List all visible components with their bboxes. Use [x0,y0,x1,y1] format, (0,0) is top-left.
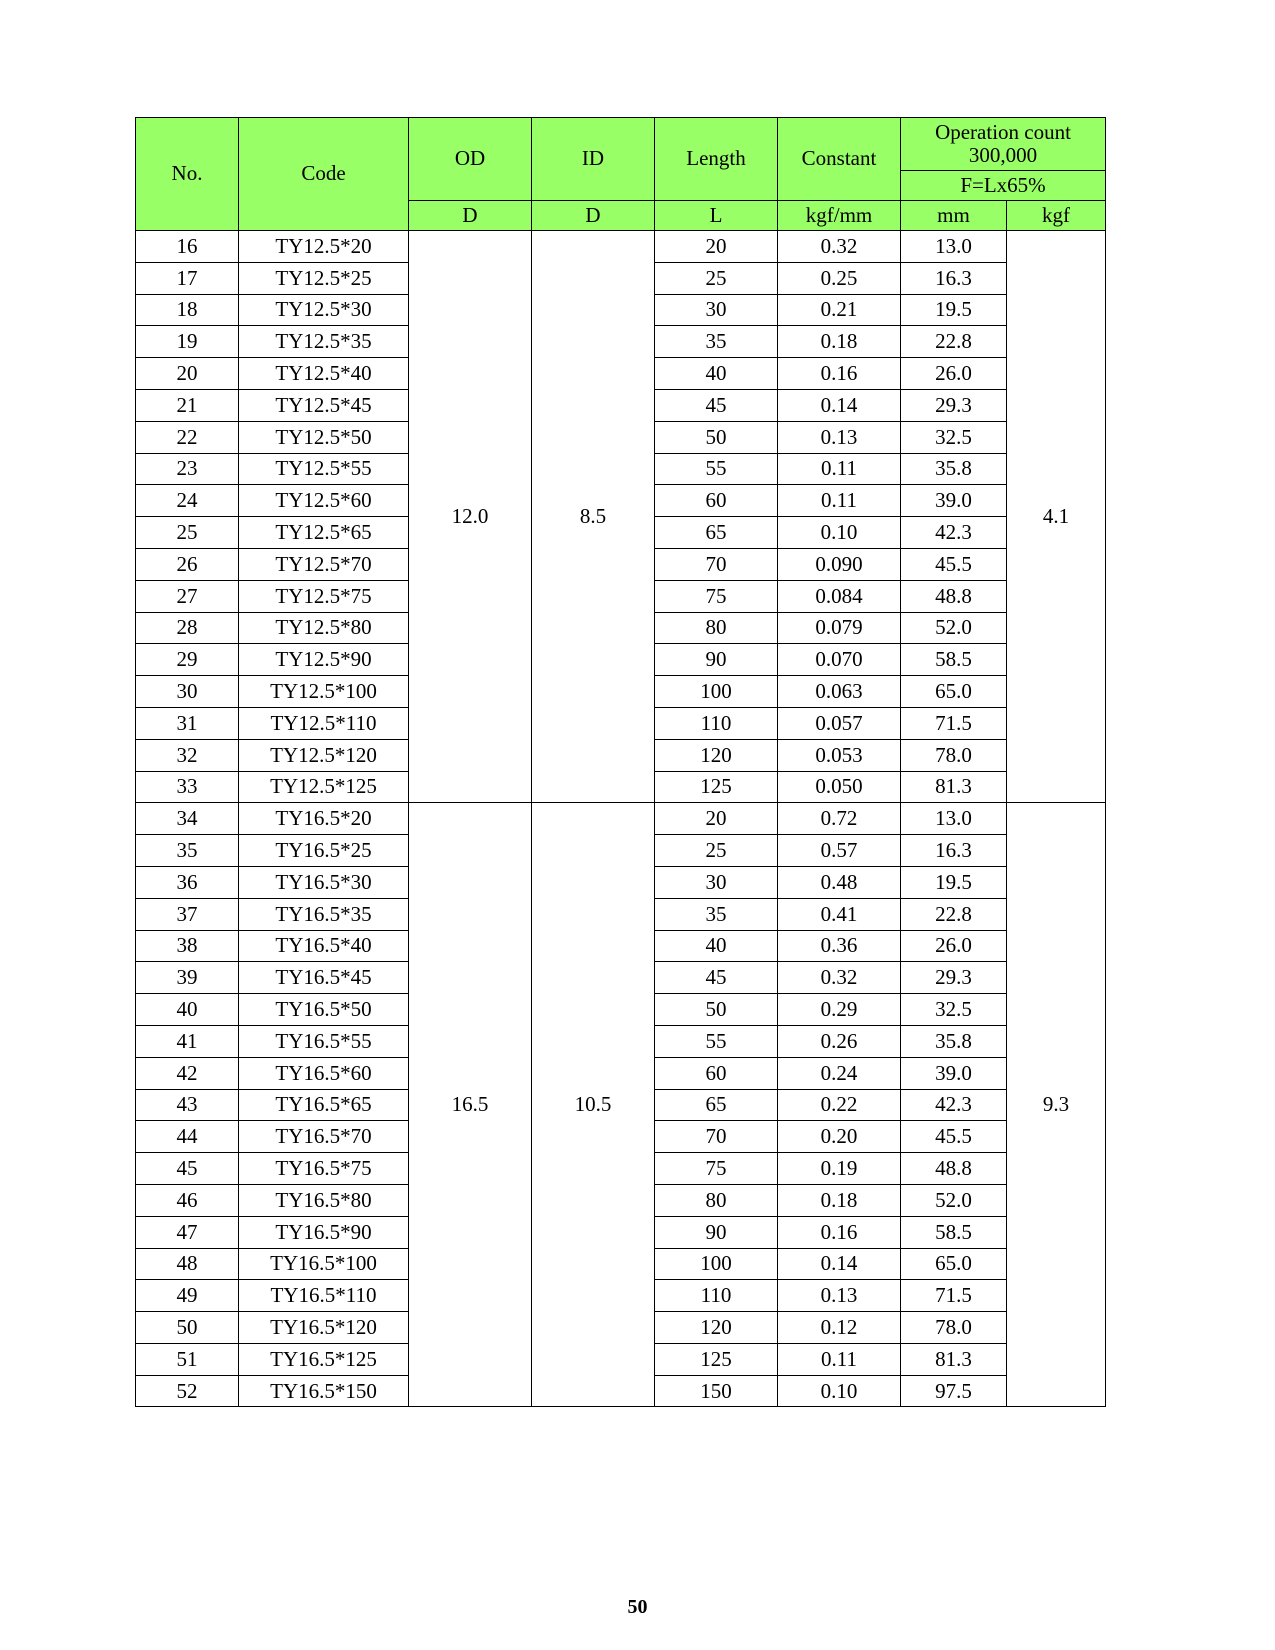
cell-code: TY16.5*40 [239,930,409,962]
cell-no: 43 [136,1089,239,1121]
cell-no: 25 [136,517,239,549]
header-constant: Constant [778,118,901,201]
cell-no: 28 [136,612,239,644]
cell-constant: 0.32 [778,231,901,263]
cell-constant: 0.16 [778,1216,901,1248]
cell-constant: 0.25 [778,262,901,294]
cell-mm: 39.0 [901,485,1007,517]
cell-length: 80 [655,612,778,644]
cell-code: TY16.5*100 [239,1248,409,1280]
cell-mm: 97.5 [901,1375,1007,1407]
cell-no: 37 [136,898,239,930]
unit-od: D [409,201,532,231]
cell-code: TY12.5*40 [239,358,409,390]
cell-constant: 0.36 [778,930,901,962]
cell-length: 65 [655,517,778,549]
cell-constant: 0.24 [778,1057,901,1089]
cell-code: TY12.5*25 [239,262,409,294]
cell-no: 22 [136,421,239,453]
cell-length: 125 [655,1343,778,1375]
cell-code: TY12.5*20 [239,231,409,263]
cell-mm: 65.0 [901,1248,1007,1280]
cell-no: 52 [136,1375,239,1407]
cell-code: TY12.5*125 [239,771,409,803]
table-row [136,231,1106,263]
cell-code: TY16.5*30 [239,866,409,898]
cell-constant: 0.057 [778,707,901,739]
cell-code: TY16.5*125 [239,1343,409,1375]
cell-no: 31 [136,707,239,739]
cell-code: TY16.5*70 [239,1121,409,1153]
header-od: OD [409,118,532,201]
cell-no: 40 [136,994,239,1026]
cell-constant: 0.41 [778,898,901,930]
cell-no: 39 [136,962,239,994]
cell-length: 120 [655,739,778,771]
cell-mm: 19.5 [901,294,1007,326]
cell-length: 45 [655,389,778,421]
cell-constant: 0.070 [778,644,901,676]
cell-code: TY16.5*90 [239,1216,409,1248]
cell-mm: 45.5 [901,548,1007,580]
unit-length: L [655,201,778,231]
cell-code: TY12.5*110 [239,707,409,739]
cell-constant: 0.72 [778,803,901,835]
cell-mm: 35.8 [901,453,1007,485]
cell-no: 36 [136,866,239,898]
header-length: Length [655,118,778,201]
cell-mm: 42.3 [901,517,1007,549]
cell-length: 60 [655,1057,778,1089]
cell-constant: 0.090 [778,548,901,580]
cell-no: 21 [136,389,239,421]
cell-code: TY16.5*75 [239,1153,409,1185]
cell-code: TY16.5*65 [239,1089,409,1121]
cell-mm: 58.5 [901,1216,1007,1248]
operation-count-value: 300,000 [968,143,1038,167]
cell-code: TY16.5*150 [239,1375,409,1407]
cell-length: 40 [655,358,778,390]
cell-code: TY12.5*120 [239,739,409,771]
cell-no: 23 [136,453,239,485]
header-id: ID [532,118,655,201]
cell-constant: 0.16 [778,358,901,390]
cell-constant: 0.32 [778,962,901,994]
cell-length: 90 [655,1216,778,1248]
cell-no: 18 [136,294,239,326]
cell-no: 32 [136,739,239,771]
table-header [136,118,1106,231]
page-number: 50 [627,1596,648,1618]
cell-no: 19 [136,326,239,358]
cell-code: TY12.5*100 [239,676,409,708]
cell-kgf: 4.1 [1007,231,1106,803]
table-body [136,231,1106,1407]
header-formula: F=Lx65% [901,171,1106,201]
table-row [136,803,1106,835]
cell-code: TY16.5*60 [239,1057,409,1089]
cell-code: TY16.5*120 [239,1312,409,1344]
cell-code: TY16.5*45 [239,962,409,994]
cell-code: TY16.5*50 [239,994,409,1026]
cell-no: 26 [136,548,239,580]
cell-constant: 0.13 [778,421,901,453]
cell-no: 27 [136,580,239,612]
cell-constant: 0.14 [778,389,901,421]
cell-constant: 0.57 [778,835,901,867]
cell-length: 120 [655,1312,778,1344]
unit-id: D [532,201,655,231]
cell-mm: 48.8 [901,1153,1007,1185]
cell-mm: 71.5 [901,707,1007,739]
cell-id: 10.5 [532,803,655,1407]
cell-code: TY16.5*20 [239,803,409,835]
cell-no: 24 [136,485,239,517]
cell-constant: 0.20 [778,1121,901,1153]
cell-length: 50 [655,421,778,453]
unit-constant: kgf/mm [778,201,901,231]
cell-code: TY12.5*50 [239,421,409,453]
cell-length: 45 [655,962,778,994]
cell-mm: 42.3 [901,1089,1007,1121]
cell-no: 33 [136,771,239,803]
cell-no: 42 [136,1057,239,1089]
cell-mm: 81.3 [901,1343,1007,1375]
cell-mm: 22.8 [901,326,1007,358]
cell-constant: 0.22 [778,1089,901,1121]
cell-code: TY12.5*75 [239,580,409,612]
cell-length: 90 [655,644,778,676]
cell-constant: 0.14 [778,1248,901,1280]
cell-code: TY12.5*70 [239,548,409,580]
cell-constant: 0.063 [778,676,901,708]
cell-mm: 58.5 [901,644,1007,676]
cell-length: 60 [655,485,778,517]
cell-mm: 81.3 [901,771,1007,803]
cell-length: 75 [655,580,778,612]
cell-code: TY12.5*30 [239,294,409,326]
header-code: Code [239,118,409,231]
cell-kgf: 9.3 [1007,803,1106,1407]
cell-length: 110 [655,707,778,739]
cell-no: 45 [136,1153,239,1185]
cell-length: 70 [655,548,778,580]
cell-mm: 19.5 [901,866,1007,898]
cell-constant: 0.11 [778,1343,901,1375]
cell-mm: 48.8 [901,580,1007,612]
cell-length: 80 [655,1184,778,1216]
cell-od: 16.5 [409,803,532,1407]
cell-code: TY16.5*110 [239,1280,409,1312]
cell-constant: 0.48 [778,866,901,898]
cell-no: 35 [136,835,239,867]
cell-length: 110 [655,1280,778,1312]
cell-no: 30 [136,676,239,708]
unit-mm: mm [901,201,1007,231]
header-operation-count [901,118,1106,171]
cell-mm: 45.5 [901,1121,1007,1153]
cell-length: 40 [655,930,778,962]
cell-mm: 32.5 [901,994,1007,1026]
cell-constant: 0.11 [778,485,901,517]
cell-length: 150 [655,1375,778,1407]
cell-constant: 0.050 [778,771,901,803]
cell-mm: 52.0 [901,1184,1007,1216]
cell-constant: 0.11 [778,453,901,485]
cell-no: 49 [136,1280,239,1312]
cell-no: 44 [136,1121,239,1153]
cell-mm: 29.3 [901,389,1007,421]
cell-code: TY16.5*25 [239,835,409,867]
cell-no: 51 [136,1343,239,1375]
cell-code: TY12.5*90 [239,644,409,676]
cell-code: TY12.5*60 [239,485,409,517]
cell-length: 55 [655,1025,778,1057]
cell-length: 35 [655,898,778,930]
cell-mm: 71.5 [901,1280,1007,1312]
cell-length: 100 [655,676,778,708]
cell-length: 65 [655,1089,778,1121]
cell-code: TY12.5*65 [239,517,409,549]
cell-mm: 16.3 [901,835,1007,867]
cell-mm: 13.0 [901,231,1007,263]
cell-no: 20 [136,358,239,390]
cell-no: 29 [136,644,239,676]
cell-length: 30 [655,866,778,898]
cell-no: 50 [136,1312,239,1344]
cell-mm: 39.0 [901,1057,1007,1089]
cell-constant: 0.10 [778,517,901,549]
cell-mm: 78.0 [901,739,1007,771]
cell-mm: 26.0 [901,358,1007,390]
cell-code: TY12.5*45 [239,389,409,421]
cell-constant: 0.21 [778,294,901,326]
cell-length: 35 [655,326,778,358]
cell-od: 12.0 [409,231,532,803]
cell-code: TY16.5*80 [239,1184,409,1216]
cell-length: 100 [655,1248,778,1280]
cell-no: 47 [136,1216,239,1248]
cell-length: 25 [655,835,778,867]
cell-no: 48 [136,1248,239,1280]
spring-spec-table [135,117,1106,1407]
cell-constant: 0.18 [778,326,901,358]
cell-length: 55 [655,453,778,485]
cell-code: TY12.5*35 [239,326,409,358]
cell-no: 34 [136,803,239,835]
cell-length: 125 [655,771,778,803]
cell-constant: 0.19 [778,1153,901,1185]
cell-mm: 29.3 [901,962,1007,994]
cell-no: 17 [136,262,239,294]
cell-length: 70 [655,1121,778,1153]
cell-code: TY12.5*55 [239,453,409,485]
cell-mm: 16.3 [901,262,1007,294]
cell-mm: 35.8 [901,1025,1007,1057]
cell-constant: 0.26 [778,1025,901,1057]
header-no: No. [136,118,239,231]
cell-no: 16 [136,231,239,263]
cell-mm: 65.0 [901,676,1007,708]
cell-mm: 22.8 [901,898,1007,930]
cell-length: 20 [655,231,778,263]
cell-constant: 0.29 [778,994,901,1026]
unit-kgf: kgf [1007,201,1106,231]
cell-code: TY16.5*55 [239,1025,409,1057]
cell-constant: 0.10 [778,1375,901,1407]
cell-mm: 32.5 [901,421,1007,453]
cell-constant: 0.13 [778,1280,901,1312]
cell-length: 75 [655,1153,778,1185]
cell-constant: 0.053 [778,739,901,771]
cell-constant: 0.084 [778,580,901,612]
cell-id: 8.5 [532,231,655,803]
cell-mm: 13.0 [901,803,1007,835]
operation-count-label: Operation count [935,119,1071,144]
cell-constant: 0.18 [778,1184,901,1216]
cell-length: 20 [655,803,778,835]
cell-length: 30 [655,294,778,326]
cell-constant: 0.079 [778,612,901,644]
cell-no: 41 [136,1025,239,1057]
cell-mm: 78.0 [901,1312,1007,1344]
cell-code: TY12.5*80 [239,612,409,644]
cell-code: TY16.5*35 [239,898,409,930]
cell-length: 25 [655,262,778,294]
cell-constant: 0.12 [778,1312,901,1344]
cell-no: 46 [136,1184,239,1216]
cell-length: 50 [655,994,778,1026]
cell-mm: 26.0 [901,930,1007,962]
cell-no: 38 [136,930,239,962]
cell-mm: 52.0 [901,612,1007,644]
